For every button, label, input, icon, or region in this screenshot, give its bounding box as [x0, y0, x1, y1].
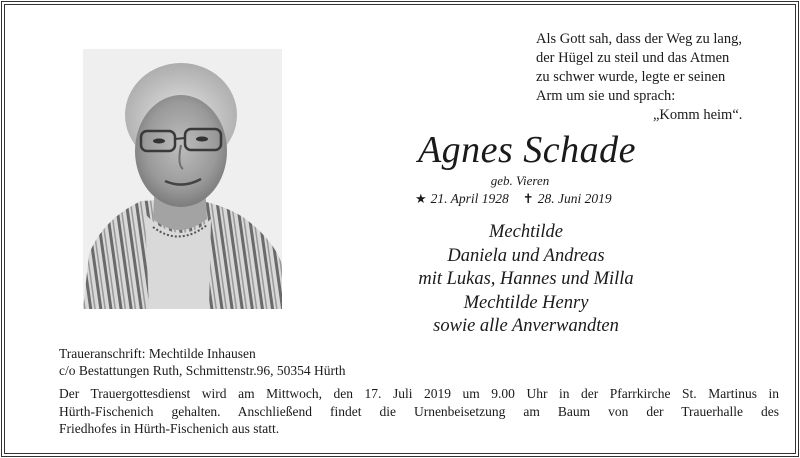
poem-line: der Hügel zu steil und das Atmen [536, 50, 730, 66]
cross-icon: ✝ [522, 191, 534, 206]
mourner-line: sowie alle Anverwandten [433, 316, 619, 336]
birth-name: geb. Vieren [490, 173, 550, 188]
birth-date: 21. April 1928 [430, 191, 509, 206]
deceased-name: Agnes Schade [417, 129, 637, 171]
poem [536, 30, 742, 125]
mourning-address [59, 345, 345, 379]
poem-line: „Komm heim“. [653, 107, 743, 123]
service-line: Friedhofes in Hürth-Fischenich aus statt. [59, 421, 280, 436]
service-info [59, 385, 779, 438]
mourner-line: Mechtilde [489, 222, 563, 242]
portrait-photo [83, 49, 282, 309]
address-line: c/o Bestattungen Ruth, Schmittenstr.96, 50354 Hürth [59, 363, 346, 378]
service-line: Der Trauergottesdienst wird am Mittwoch, den 17. Juli 2019 um 9.00 Uhr in der Pfarrkirche St. Martinus in [59, 386, 779, 401]
poem-line: Als Gott sah, dass der Weg zu lang, [536, 31, 742, 47]
obituary-notice [4, 4, 796, 454]
service-line: Hürth-Fischenich gehalten. Anschließend findet die Urnenbeisetzung am Baum von der Trauerhalle des [59, 403, 779, 419]
poem-line: zu schwer wurde, legte er seinen [536, 69, 726, 85]
death-date: 28. Juni 2019 [537, 191, 612, 206]
mourner-line: Mechtilde Henry [463, 292, 589, 313]
mourner-line: Daniela und Andreas [447, 245, 605, 266]
mourners-list [381, 221, 671, 339]
star-icon: ★ [415, 191, 427, 206]
address-line: Traueranschrift: Mechtilde Inhausen [59, 346, 256, 361]
portrait-image [83, 49, 282, 309]
poem-line: Arm um sie und sprach: [536, 88, 676, 104]
life-dates [415, 191, 612, 207]
mourner-line: mit Lukas, Hannes und Milla [418, 269, 634, 289]
